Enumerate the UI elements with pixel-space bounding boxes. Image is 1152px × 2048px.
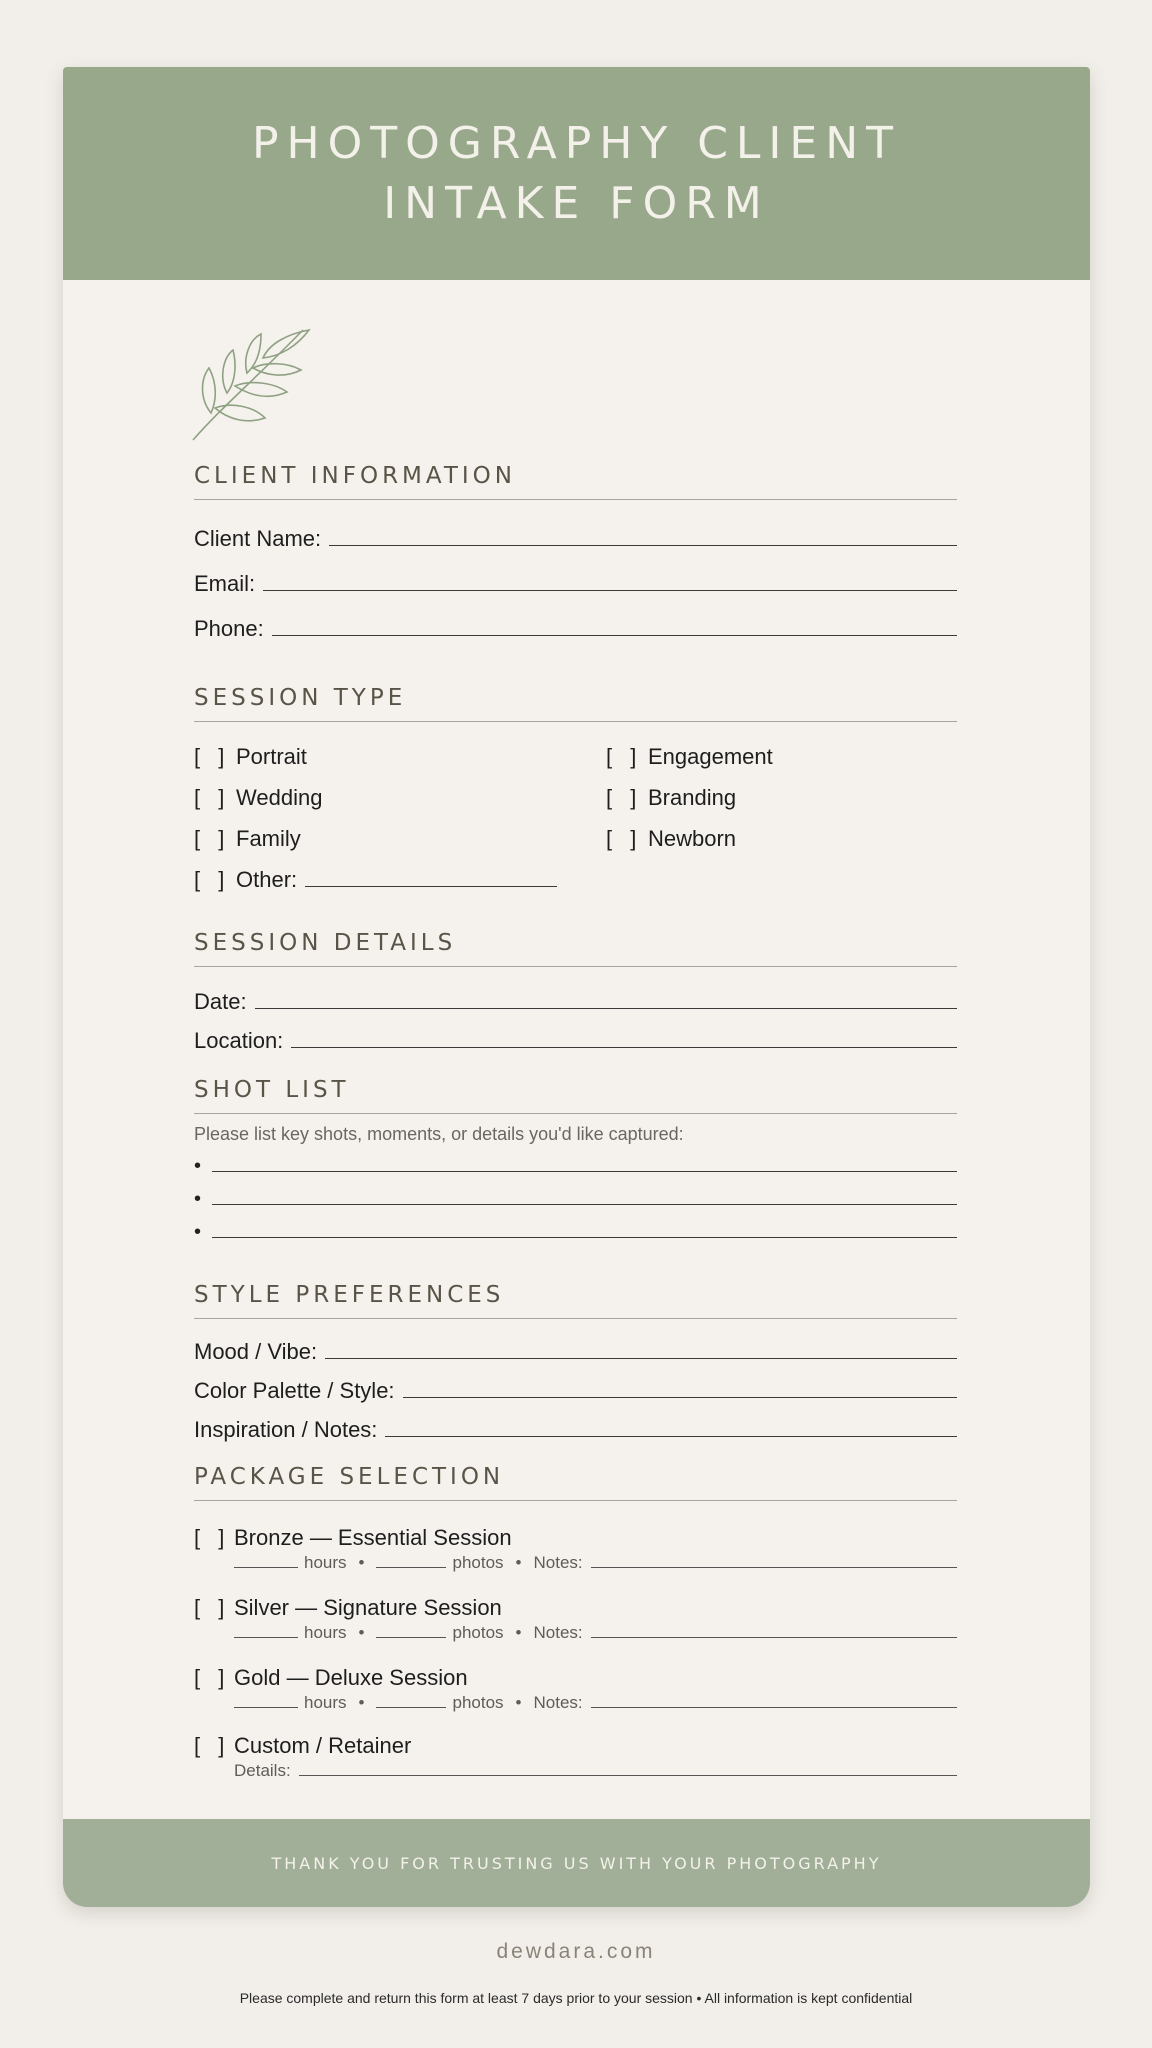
shot-list-item[interactable] xyxy=(194,1155,957,1178)
checkbox-bracket[interactable]: [ ] xyxy=(194,1733,231,1758)
package-custom xyxy=(194,1733,957,1781)
details-line[interactable] xyxy=(299,1775,957,1776)
checkbox-portrait-label: Portrait xyxy=(236,744,307,769)
footer-band: THANK YOU FOR TRUSTING US WITH YOUR PHOTOGRAPHY xyxy=(63,1819,1090,1907)
checkbox-branding-label: Branding xyxy=(648,785,737,810)
checkbox-family-label: Family xyxy=(236,826,301,851)
checkbox-bracket[interactable]: [ ] xyxy=(194,785,231,810)
mood-field[interactable] xyxy=(194,1339,957,1365)
checkbox-bracket[interactable]: [ ] xyxy=(194,1525,231,1550)
palette-field[interactable] xyxy=(194,1378,957,1404)
separator-dot: • xyxy=(515,1553,522,1572)
inspiration-field[interactable] xyxy=(194,1417,957,1443)
checkbox-gold[interactable] xyxy=(194,1665,957,1691)
style-preferences-title: STYLE PREFERENCES xyxy=(194,1282,957,1319)
client-name-field[interactable] xyxy=(194,526,957,552)
mood-label: Mood / Vibe: xyxy=(194,1339,318,1364)
separator-dot: • xyxy=(515,1693,522,1712)
bullet: • xyxy=(194,1155,202,1177)
photos-label: photos xyxy=(452,1693,504,1712)
client-name-line[interactable] xyxy=(329,545,957,546)
inspiration-label: Inspiration / Notes: xyxy=(194,1417,378,1442)
hours-line[interactable] xyxy=(234,1637,298,1638)
style-preferences-section xyxy=(194,1282,957,1443)
email-line[interactable] xyxy=(263,590,957,591)
other-line[interactable] xyxy=(305,886,557,887)
session-type-title: SESSION TYPE xyxy=(194,685,957,722)
details-label: Details: xyxy=(234,1761,291,1780)
date-line[interactable] xyxy=(255,1008,957,1009)
checkbox-newborn[interactable] xyxy=(606,826,736,852)
checkbox-portrait[interactable] xyxy=(194,744,307,770)
shot-line[interactable] xyxy=(212,1237,957,1238)
notes-line[interactable] xyxy=(591,1567,957,1568)
mood-line[interactable] xyxy=(325,1358,957,1359)
custom-details xyxy=(194,1761,957,1781)
palette-line[interactable] xyxy=(403,1397,957,1398)
checkbox-other-label: Other: xyxy=(236,867,298,892)
hours-label: hours xyxy=(304,1553,347,1572)
phone-line[interactable] xyxy=(272,635,957,636)
inspiration-line[interactable] xyxy=(385,1436,957,1437)
separator-dot: • xyxy=(358,1553,365,1572)
package-bronze xyxy=(194,1525,957,1573)
checkbox-wedding[interactable] xyxy=(194,785,322,811)
checkbox-newborn-label: Newborn xyxy=(648,826,737,851)
package-title: PACKAGE SELECTION xyxy=(194,1464,957,1501)
shot-list-section xyxy=(194,1077,957,1244)
hours-label: hours xyxy=(304,1623,347,1642)
shot-line[interactable] xyxy=(212,1204,957,1205)
gold-label: Gold — Deluxe Session xyxy=(234,1665,468,1690)
checkbox-bronze[interactable] xyxy=(194,1525,957,1551)
phone-label: Phone: xyxy=(194,616,264,641)
checkbox-bracket[interactable]: [ ] xyxy=(194,744,231,769)
website-link[interactable]: dewdara.com xyxy=(496,1940,656,1963)
checkbox-silver[interactable] xyxy=(194,1595,957,1621)
client-name-label: Client Name: xyxy=(194,526,322,551)
session-details-title: SESSION DETAILS xyxy=(194,930,957,967)
checkbox-family[interactable] xyxy=(194,826,301,852)
separator-dot: • xyxy=(515,1623,522,1642)
photos-label: photos xyxy=(452,1623,504,1642)
form-title-line-2: INTAKE FORM xyxy=(383,177,770,229)
notes-label: Notes: xyxy=(533,1623,583,1642)
checkbox-engagement[interactable] xyxy=(606,744,773,770)
silver-label: Silver — Signature Session xyxy=(234,1595,502,1620)
checkbox-bracket[interactable]: [ ] xyxy=(606,744,643,769)
date-label: Date: xyxy=(194,989,247,1014)
package-section xyxy=(194,1464,957,1781)
checkbox-wedding-label: Wedding xyxy=(236,785,323,810)
checkbox-bracket[interactable]: [ ] xyxy=(194,1665,231,1690)
bronze-label: Bronze — Essential Session xyxy=(234,1525,512,1550)
checkbox-bracket[interactable]: [ ] xyxy=(194,826,231,851)
checkbox-custom[interactable] xyxy=(194,1733,957,1759)
location-field[interactable] xyxy=(194,1028,957,1054)
email-label: Email: xyxy=(194,571,256,596)
package-gold xyxy=(194,1665,957,1713)
form-title-line-1: PHOTOGRAPHY CLIENT xyxy=(251,117,902,169)
separator-dot: • xyxy=(358,1693,365,1712)
form-header xyxy=(63,67,1090,280)
checkbox-engagement-label: Engagement xyxy=(648,744,773,769)
notes-label: Notes: xyxy=(533,1553,583,1572)
palette-label: Color Palette / Style: xyxy=(194,1378,395,1403)
session-type-section xyxy=(194,685,957,914)
checkbox-bracket[interactable]: [ ] xyxy=(606,785,643,810)
notes-label: Notes: xyxy=(533,1693,583,1712)
photos-line[interactable] xyxy=(376,1567,446,1568)
location-line[interactable] xyxy=(291,1047,957,1048)
hours-line[interactable] xyxy=(234,1567,298,1568)
package-silver xyxy=(194,1595,957,1643)
phone-field[interactable] xyxy=(194,616,957,642)
hours-line[interactable] xyxy=(234,1707,298,1708)
photos-line[interactable] xyxy=(376,1637,446,1638)
hours-label: hours xyxy=(304,1693,347,1712)
checkbox-branding[interactable] xyxy=(606,785,736,811)
shot-list-instruction: Please list key shots, moments, or details you'd like captured: xyxy=(194,1124,684,1144)
footer-note: Please complete and return this form at least 7 days prior to your session • All information is kept confidential xyxy=(239,1990,913,2006)
shot-list-title: SHOT LIST xyxy=(194,1077,957,1114)
leaf-sprig-icon xyxy=(191,328,311,443)
checkbox-bracket[interactable]: [ ] xyxy=(606,826,643,851)
client-info-section xyxy=(194,463,957,642)
silver-details xyxy=(194,1623,957,1643)
custom-label: Custom / Retainer xyxy=(234,1733,412,1758)
bronze-details xyxy=(194,1553,957,1573)
bullet: • xyxy=(194,1221,202,1243)
checkbox-bracket[interactable]: [ ] xyxy=(194,867,231,892)
photos-label: photos xyxy=(452,1553,504,1572)
photos-line[interactable] xyxy=(376,1707,446,1708)
shot-list-item[interactable] xyxy=(194,1221,957,1244)
notes-line[interactable] xyxy=(591,1637,957,1638)
client-info-title: CLIENT INFORMATION xyxy=(194,463,957,500)
session-details-section xyxy=(194,930,957,1054)
shot-line[interactable] xyxy=(212,1171,957,1172)
email-field[interactable] xyxy=(194,571,957,597)
date-field[interactable] xyxy=(194,989,957,1015)
separator-dot: • xyxy=(358,1623,365,1642)
checkbox-other[interactable] xyxy=(194,867,557,893)
location-label: Location: xyxy=(194,1028,284,1053)
gold-details xyxy=(194,1693,957,1713)
form-card xyxy=(63,67,1090,1907)
bullet: • xyxy=(194,1188,202,1210)
checkbox-bracket[interactable]: [ ] xyxy=(194,1595,231,1620)
shot-list-item[interactable] xyxy=(194,1188,957,1211)
notes-line[interactable] xyxy=(591,1707,957,1708)
